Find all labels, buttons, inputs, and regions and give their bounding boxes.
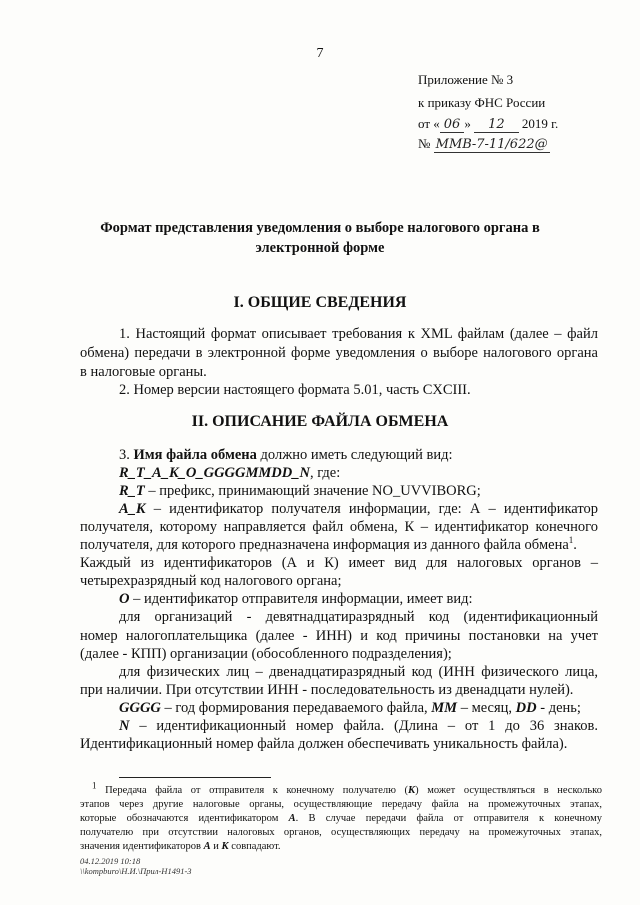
document-title-line-2: электронной форме	[255, 240, 385, 256]
org-line-2: номер налогоплательщика (далее - ИНН) и код причины постановки на учет	[80, 628, 598, 644]
dd-code: DD	[515, 700, 537, 716]
date-definition	[119, 699, 581, 718]
o-definition	[119, 590, 473, 609]
document-title-line-1: Формат представления уведомления о выборе налогового органа в	[100, 220, 540, 236]
annex-date-day: 06	[440, 117, 465, 133]
paragraph-3-rest: должно иметь следующий вид:	[256, 447, 453, 463]
n-text-1: – идентификационный номер файла. (Длина – от 1 до 36 знаков.	[129, 718, 598, 734]
ak-text-3: получателя, для которого предназначена информация из данного файла обмена	[80, 537, 569, 553]
ak-definition-line-3	[80, 536, 577, 555]
footnote-ref: 1	[568, 535, 574, 546]
footnote-text-5mid: и	[210, 841, 222, 852]
annex-date	[418, 116, 558, 133]
rt-text: – префикс, принимающий значение NO_UVVIBORG;	[144, 483, 481, 499]
ak-code: A_K	[119, 501, 146, 517]
file-name-pattern	[119, 464, 340, 483]
footnote-separator	[119, 777, 271, 778]
file-name-pattern-code: R_T_A_K_O_GGGGMMDD_N	[119, 465, 310, 481]
footnote-text-1b: ) может осуществляться в несколько	[415, 785, 602, 796]
gggg-code: GGGG	[119, 700, 161, 716]
dd-text: - день;	[536, 700, 581, 716]
footnote-k-code: К	[408, 785, 416, 796]
paragraph-3-bold: Имя файла обмена	[133, 447, 257, 463]
annex-line-1: Приложение № 3	[418, 72, 514, 87]
ak-definition-line-4: Каждый из идентификаторов (А и К) имеет вид для налоговых органов –	[80, 555, 598, 571]
rt-definition	[119, 482, 481, 501]
footnote-line-4: получателю при отсутствии налоговых органов, осуществляющих передачу на промежуточных этапах,	[80, 827, 602, 838]
ak-definition-line-1	[119, 500, 598, 519]
mm-code: MM	[431, 700, 458, 716]
footnote-text-5a: значения идентификаторов	[80, 841, 204, 852]
paragraph-1-line-2: обмена) передачи в электронной форме уведомления о выборе налогового органа	[80, 345, 598, 361]
section-2-heading: II. ОПИСАНИЕ ФАЙЛА ОБМЕНА	[191, 413, 449, 430]
n-definition-line-1	[119, 717, 598, 736]
o-text: – идентификатор отправителя информации, имеет вид:	[129, 591, 473, 607]
paragraph-2: 2. Номер версии настоящего формата 5.01, часть CXCIII.	[119, 382, 471, 398]
annex-date-year: 2019 г.	[518, 116, 559, 131]
annex-date-month: 12	[474, 117, 519, 133]
footnote-a-code-1: А	[288, 813, 296, 824]
footnote-text-3a: которые обозначаются идентификатором	[80, 813, 289, 824]
annex-number	[418, 136, 550, 153]
paragraph-3-number: 3.	[119, 447, 134, 463]
file-path: \\kompburo\Н.И.\Прил-Н1491-3	[80, 866, 192, 876]
o-code: O	[119, 591, 130, 607]
ak-text-3-end: .	[573, 537, 577, 553]
annex-date-prefix: от «	[418, 116, 440, 131]
rt-code: R_T	[119, 483, 145, 499]
footnote-a-code-2: А	[203, 841, 211, 852]
ak-definition-line-5: четырехразрядный код налогового органа;	[80, 573, 342, 589]
individual-line-2: при наличии. При отсутствии ИНН - последовательность из двенадцати нулей).	[80, 682, 574, 698]
paragraph-1-line-1: 1. Настоящий формат описывает требования к XML файлам (далее – файл	[119, 326, 598, 342]
footnote-line-5	[80, 840, 602, 854]
annex-number-value: ММВ-7-11/622@	[435, 137, 548, 152]
n-definition-line-2: Идентификационный номер файла должен обеспечивать уникальность файла).	[80, 736, 568, 752]
paragraph-3	[119, 446, 453, 465]
file-timestamp: 04.12.2019 10:18	[80, 856, 141, 866]
footnote-line-1	[92, 780, 602, 798]
individual-line-1: для физических лиц – двенадцатиразрядный код (ИНН физического лица,	[119, 664, 598, 680]
section-1-heading: I. ОБЩИЕ СВЕДЕНИЯ	[233, 294, 407, 311]
ak-text-1: – идентификатор получателя информации, где: А – идентификатор	[145, 501, 598, 517]
ak-definition-line-2: получателя, которому направляется файл обмена, К – идентификатор конечного	[80, 519, 598, 535]
footnote-k-code-2: К	[221, 841, 229, 852]
mm-text: – месяц,	[457, 700, 516, 716]
footnote-line-3	[80, 812, 602, 826]
org-line-3: (далее - КПП) организации (обособленного подразделения);	[80, 646, 452, 662]
annex-date-mid: »	[464, 116, 475, 131]
footnote-marker: 1	[92, 780, 97, 791]
n-code: N	[119, 718, 130, 734]
footnote-line-2: этапов через другие налоговые органы, осуществляющие передачу файла на промежуточных этапах,	[80, 799, 602, 810]
annex-line-2: к приказу ФНС России	[418, 95, 546, 110]
annex-number-prefix: №	[418, 136, 431, 151]
file-name-pattern-rest: , где:	[309, 465, 341, 481]
footnote-text-1a: Передача файла от отправителя к конечному получателю (	[96, 785, 409, 796]
gggg-text: – год формирования передаваемого файла,	[160, 700, 432, 716]
org-line-1: для организаций - девятнадцатиразрядный код (идентификационный	[119, 609, 598, 625]
page-number: 7	[316, 46, 324, 61]
paragraph-1-line-3: в налоговые органы.	[80, 364, 207, 380]
footnote-text-5end: совпадают.	[228, 841, 281, 852]
footnote-text-3b: . В случае передачи файла от отправителя к конечному	[295, 813, 602, 824]
